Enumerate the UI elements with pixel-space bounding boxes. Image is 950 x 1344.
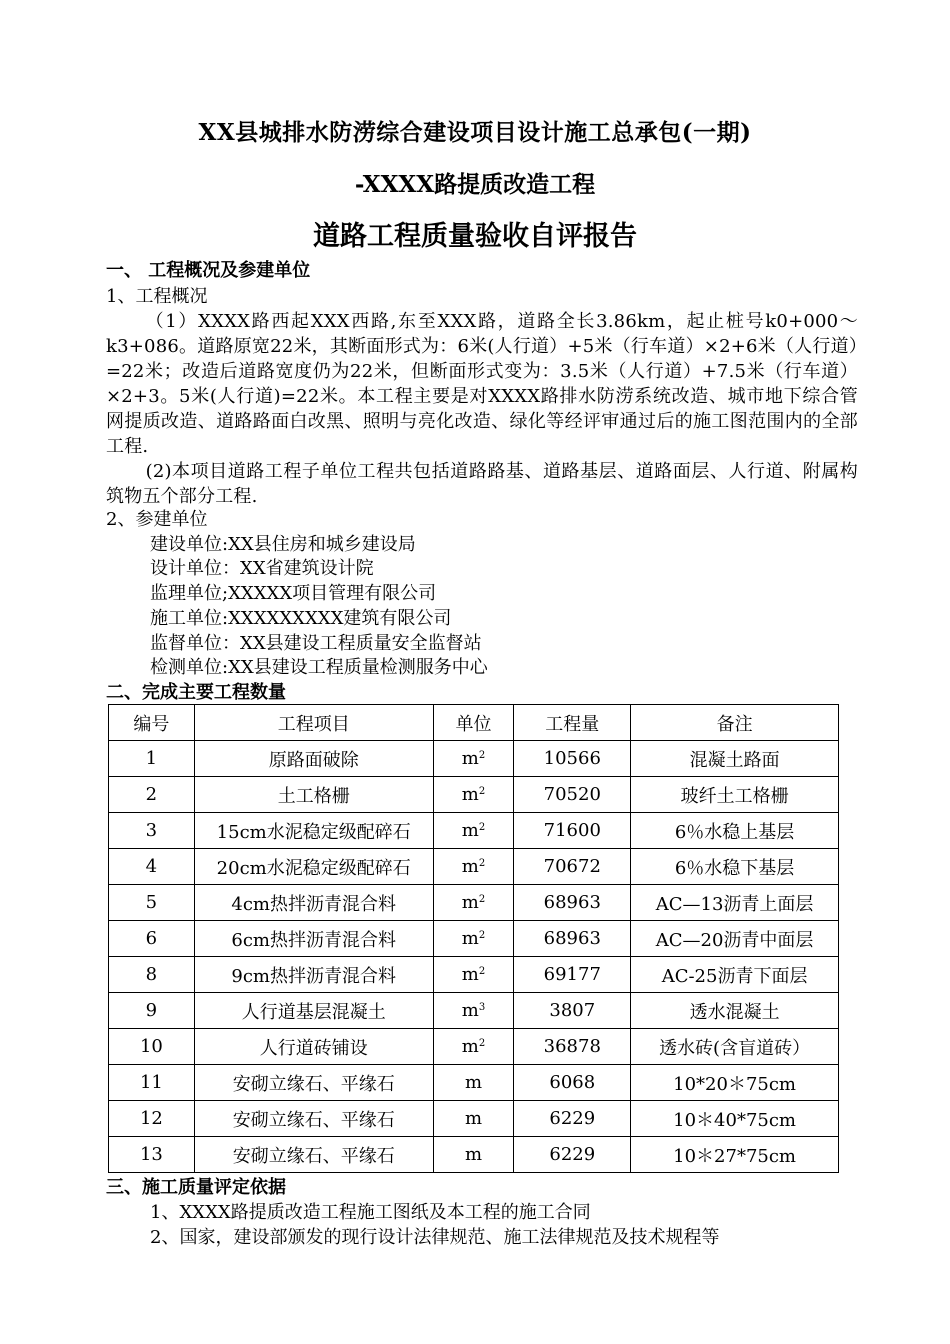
cell-qty: 6068 bbox=[514, 1065, 631, 1101]
unit-design: 设计单位：XX省建筑设计院 bbox=[150, 558, 374, 579]
basis-item-1: 1、XXXX路提质改造工程施工图纸及本工程的施工合同 bbox=[150, 1202, 591, 1223]
table-row bbox=[109, 741, 839, 777]
unit-symbol: m bbox=[461, 1036, 479, 1057]
cell-unit bbox=[433, 777, 514, 813]
table-row bbox=[109, 777, 839, 813]
unit-symbol: m bbox=[461, 784, 479, 805]
cell-qty: 3807 bbox=[514, 993, 631, 1029]
cell-unit bbox=[433, 741, 514, 777]
cell-item: 土工格栅 bbox=[194, 777, 433, 813]
cell-qty: 68963 bbox=[514, 885, 631, 921]
cell-no: 13 bbox=[109, 1137, 195, 1173]
section1-subheading-overview: 1、工程概况 bbox=[106, 286, 208, 307]
cell-note: 10＊27*75cm bbox=[631, 1137, 839, 1173]
cell-qty: 6229 bbox=[514, 1137, 631, 1173]
cell-item: 15cm水泥稳定级配碎石 bbox=[194, 813, 433, 849]
cell-unit bbox=[433, 957, 514, 993]
quantity-table bbox=[108, 704, 839, 1173]
unit-exponent: 2 bbox=[478, 1038, 486, 1049]
unit-construction: 建设单位:XX县住房和城乡建设局 bbox=[150, 534, 416, 555]
cell-no: 10 bbox=[109, 1029, 195, 1065]
unit-symbol: m bbox=[461, 856, 479, 877]
unit-symbol: m bbox=[461, 748, 479, 769]
cell-qty: 70520 bbox=[514, 777, 631, 813]
document-title-line1: XX县城排水防涝综合建设项目设计施工总承包(一期) bbox=[198, 119, 752, 146]
table-row bbox=[109, 1029, 839, 1065]
cell-qty: 68963 bbox=[514, 921, 631, 957]
cell-item: 安砌立缘石、平缘石 bbox=[194, 1101, 433, 1137]
table-row bbox=[109, 1101, 839, 1137]
cell-unit bbox=[433, 921, 514, 957]
cell-no: 9 bbox=[109, 993, 195, 1029]
cell-no: 3 bbox=[109, 813, 195, 849]
table-row bbox=[109, 885, 839, 921]
cell-item: 20cm水泥稳定级配碎石 bbox=[194, 849, 433, 885]
cell-unit bbox=[433, 885, 514, 921]
unit-supervision: 监理单位;XXXXX项目管理有限公司 bbox=[150, 583, 437, 604]
cell-unit bbox=[433, 1137, 514, 1173]
cell-item: 原路面破除 bbox=[194, 741, 433, 777]
table-body bbox=[109, 741, 839, 1173]
unit-exponent: 2 bbox=[478, 750, 486, 761]
unit-symbol: m bbox=[464, 1108, 483, 1129]
cell-qty: 6229 bbox=[514, 1101, 631, 1137]
cell-item: 安砌立缘石、平缘石 bbox=[194, 1065, 433, 1101]
cell-qty: 71600 bbox=[514, 813, 631, 849]
cell-note: 透水混凝土 bbox=[631, 993, 839, 1029]
cell-item: 人行道砖铺设 bbox=[194, 1029, 433, 1065]
cell-unit bbox=[433, 813, 514, 849]
unit-symbol: m bbox=[461, 892, 479, 913]
cell-note: 10*20＊75cm bbox=[631, 1065, 839, 1101]
section1-subheading-units: 2、参建单位 bbox=[106, 509, 208, 530]
unit-exponent: 2 bbox=[478, 858, 486, 869]
column-header-item: 工程项目 bbox=[194, 705, 433, 741]
unit-oversight: 监督单位：XX县建设工程质量安全监督站 bbox=[150, 633, 482, 654]
table-row bbox=[109, 813, 839, 849]
basis-item-2: 2、国家，建设部颁发的现行设计法律规范、施工法律规范及技术规程等 bbox=[150, 1227, 720, 1248]
section1-heading: 一、 工程概况及参建单位 bbox=[106, 260, 311, 281]
cell-no: 5 bbox=[109, 885, 195, 921]
table-row bbox=[109, 849, 839, 885]
section3-heading: 三、施工质量评定依据 bbox=[106, 1177, 286, 1198]
cell-note: AC—13沥青上面层 bbox=[631, 885, 839, 921]
cell-note: AC-25沥青下面层 bbox=[631, 957, 839, 993]
cell-note: 6％水稳下基层 bbox=[631, 849, 839, 885]
table-row bbox=[109, 921, 839, 957]
cell-note: 混凝土路面 bbox=[631, 741, 839, 777]
unit-exponent: 2 bbox=[478, 894, 486, 905]
unit-symbol: m bbox=[464, 1144, 483, 1165]
unit-symbol: m bbox=[461, 928, 479, 949]
cell-unit bbox=[433, 1029, 514, 1065]
unit-symbol: m bbox=[461, 1000, 479, 1021]
document-title-main: 道路工程质量验收自评报告 bbox=[313, 221, 637, 252]
unit-exponent: 3 bbox=[478, 1002, 486, 1013]
cell-no: 6 bbox=[109, 921, 195, 957]
cell-note: 玻纤土工格栅 bbox=[631, 777, 839, 813]
unit-builder: 施工单位:XXXXXXXXX建筑有限公司 bbox=[150, 608, 452, 629]
cell-no: 11 bbox=[109, 1065, 195, 1101]
table-row bbox=[109, 1137, 839, 1173]
cell-qty: 69177 bbox=[514, 957, 631, 993]
cell-item: 人行道基层混凝土 bbox=[194, 993, 433, 1029]
section2-heading: 二、完成主要工程数量 bbox=[106, 682, 286, 703]
table-row bbox=[109, 993, 839, 1029]
cell-qty: 10566 bbox=[514, 741, 631, 777]
cell-note: 透水砖(含盲道砖） bbox=[631, 1029, 839, 1065]
column-header-no: 编号 bbox=[109, 705, 195, 741]
unit-exponent: 2 bbox=[478, 930, 486, 941]
table-row bbox=[109, 957, 839, 993]
cell-no: 2 bbox=[109, 777, 195, 813]
unit-symbol: m bbox=[464, 1072, 483, 1093]
cell-note: AC—20沥青中面层 bbox=[631, 921, 839, 957]
table-row bbox=[109, 1065, 839, 1101]
cell-no: 1 bbox=[109, 741, 195, 777]
cell-qty: 36878 bbox=[514, 1029, 631, 1065]
cell-unit bbox=[433, 849, 514, 885]
unit-exponent: 2 bbox=[478, 822, 486, 833]
cell-unit bbox=[433, 993, 514, 1029]
table-header-row bbox=[109, 705, 839, 741]
cell-item: 安砌立缘石、平缘石 bbox=[194, 1137, 433, 1173]
cell-no: 4 bbox=[109, 849, 195, 885]
cell-item: 6cm热拌沥青混合料 bbox=[194, 921, 433, 957]
unit-exponent: 2 bbox=[478, 786, 486, 797]
cell-note: 6％水稳上基层 bbox=[631, 813, 839, 849]
overview-paragraph-1: （1）XXXX路西起XXX西路,东至XXX路，道路全长3.86km，起止桩号k0+000～k3+086。道路原宽22米，其断面形式为：6米(人行道）+5米（行车道）×2+6米（人行道）=22米；改造后道路宽度仍为22米，但断面形式变为：3.5米（人行道）+7.5米（行车道）×2+3。5米(人行道)=22米。本工程主要是对XXXX路排水防涝系统改造、城市地下综合管网提质改造、道路路面白改黑、照明与亮化改造、绿化等经评审通过后的施工图范围内的全部工程. bbox=[106, 311, 858, 457]
unit-exponent: 2 bbox=[478, 966, 486, 977]
column-header-qty: 工程量 bbox=[514, 705, 631, 741]
cell-qty: 70672 bbox=[514, 849, 631, 885]
cell-unit bbox=[433, 1101, 514, 1137]
cell-item: 4cm热拌沥青混合料 bbox=[194, 885, 433, 921]
cell-unit bbox=[433, 1065, 514, 1101]
unit-symbol: m bbox=[461, 820, 479, 841]
overview-paragraph-2: (2)本项目道路工程子单位工程共包括道路路基、道路基层、道路面层、人行道、附属构筑物五个部分工程. bbox=[106, 461, 858, 507]
document-title-line2: -XXXX路提质改造工程 bbox=[354, 171, 596, 198]
column-header-unit: 单位 bbox=[433, 705, 514, 741]
column-header-note: 备注 bbox=[631, 705, 839, 741]
cell-no: 8 bbox=[109, 957, 195, 993]
unit-testing: 检测单位:XX县建设工程质量检测服务中心 bbox=[150, 657, 488, 678]
cell-note: 10＊40*75cm bbox=[631, 1101, 839, 1137]
cell-item: 9cm热拌沥青混合料 bbox=[194, 957, 433, 993]
cell-no: 12 bbox=[109, 1101, 195, 1137]
unit-symbol: m bbox=[461, 964, 479, 985]
